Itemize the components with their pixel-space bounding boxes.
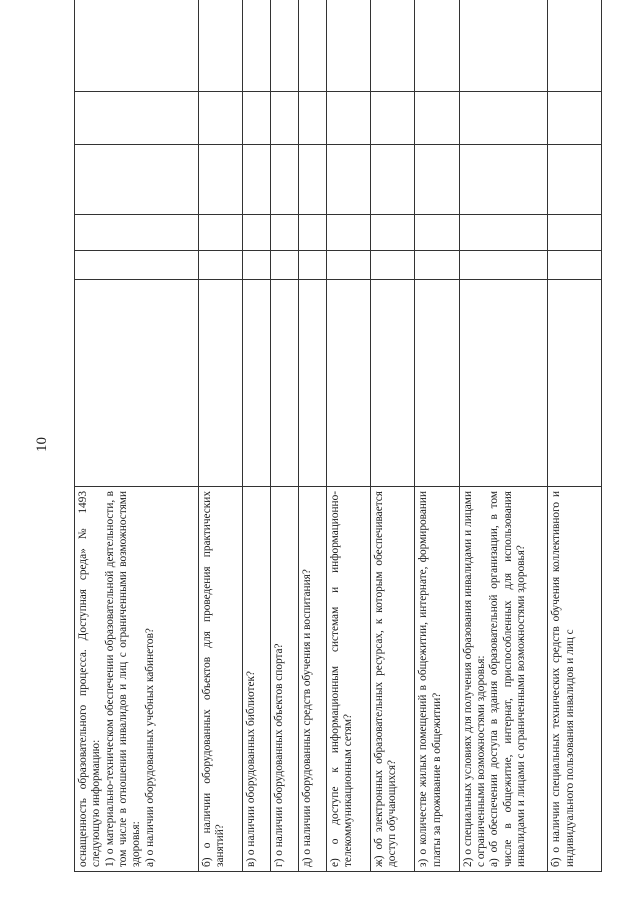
document-cell bbox=[459, 280, 548, 487]
answer-cell bbox=[198, 92, 242, 145]
table-row bbox=[326, 0, 370, 872]
document-cell bbox=[270, 280, 298, 487]
page-number: 10 bbox=[34, 437, 50, 452]
answer-cell bbox=[415, 0, 459, 92]
answer-cell bbox=[459, 215, 548, 251]
table-row bbox=[415, 0, 459, 872]
question-cell: д) о наличии оборудованных средств обучения и воспитания? bbox=[298, 487, 326, 872]
answer-cell bbox=[75, 251, 199, 280]
answer-cell bbox=[459, 0, 548, 92]
document-cell bbox=[242, 280, 270, 487]
answer-cell bbox=[548, 145, 602, 215]
answer-cell bbox=[242, 145, 270, 215]
answer-cell bbox=[415, 215, 459, 251]
answer-cell bbox=[548, 92, 602, 145]
answer-cell bbox=[270, 251, 298, 280]
question-cell: г) о наличии оборудованных объектов спорта? bbox=[270, 487, 298, 872]
answer-cell bbox=[371, 215, 415, 251]
answer-cell bbox=[459, 251, 548, 280]
answer-cell bbox=[459, 92, 548, 145]
checklist-table-wrapper bbox=[74, 62, 602, 872]
document-cell bbox=[371, 280, 415, 487]
answer-cell bbox=[75, 215, 199, 251]
answer-cell bbox=[326, 145, 370, 215]
answer-cell bbox=[371, 0, 415, 92]
answer-cell bbox=[298, 0, 326, 92]
question-cell: е) о доступе к информационным системам и информационно-телекоммуникационным сетям? bbox=[326, 487, 370, 872]
answer-cell bbox=[415, 251, 459, 280]
answer-cell bbox=[415, 92, 459, 145]
document-cell bbox=[198, 280, 242, 487]
answer-cell bbox=[242, 92, 270, 145]
answer-cell bbox=[198, 145, 242, 215]
question-cell: б) о наличии оборудованных объектов для проведения практических занятий? bbox=[198, 487, 242, 872]
answer-cell bbox=[326, 0, 370, 92]
answer-cell bbox=[198, 0, 242, 92]
answer-cell bbox=[298, 251, 326, 280]
document-cell bbox=[415, 280, 459, 487]
answer-cell bbox=[371, 145, 415, 215]
answer-cell bbox=[242, 251, 270, 280]
table-row bbox=[548, 0, 602, 872]
table-row bbox=[242, 0, 270, 872]
answer-cell bbox=[548, 215, 602, 251]
table-row bbox=[198, 0, 242, 872]
document-cell bbox=[326, 280, 370, 487]
answer-cell bbox=[298, 215, 326, 251]
answer-cell bbox=[242, 215, 270, 251]
answer-cell bbox=[326, 251, 370, 280]
question-cell: в) о наличии оборудованных библиотек? bbox=[242, 487, 270, 872]
answer-cell bbox=[75, 92, 199, 145]
table-row bbox=[75, 0, 199, 872]
answer-cell bbox=[198, 215, 242, 251]
answer-cell bbox=[371, 251, 415, 280]
table-row bbox=[459, 0, 548, 872]
question-cell: оснащенность образовательного процесса. Доступная среда» № 1493 следующую информацию: 1) о материально-техническом обеспечении образовательной деятельности, в том числе в отношении инвалидов и лиц с ограниченными возможностями здоровья: а) о наличии оборудованных учебных кабинетов? bbox=[75, 487, 199, 872]
answer-cell bbox=[298, 92, 326, 145]
document-cell bbox=[548, 280, 602, 487]
answer-cell bbox=[298, 145, 326, 215]
question-cell: ж) об электронных образовательных ресурсах, к которым обеспечивается доступ обучающихся? bbox=[371, 487, 415, 872]
answer-cell bbox=[326, 215, 370, 251]
answer-cell bbox=[270, 0, 298, 92]
document-cell bbox=[298, 280, 326, 487]
answer-cell bbox=[270, 145, 298, 215]
answer-cell bbox=[371, 92, 415, 145]
answer-cell bbox=[459, 145, 548, 215]
answer-cell bbox=[548, 251, 602, 280]
table-row bbox=[371, 0, 415, 872]
answer-cell bbox=[75, 0, 199, 92]
answer-cell bbox=[242, 0, 270, 92]
table-row bbox=[298, 0, 326, 872]
answer-cell bbox=[326, 92, 370, 145]
table-row bbox=[270, 0, 298, 872]
document-cell bbox=[75, 280, 199, 487]
checklist-table bbox=[74, 0, 602, 872]
answer-cell bbox=[270, 92, 298, 145]
question-cell: б) о наличии специальных технических средств обучения коллективного и индивидуального пользования инвалидов и лиц с bbox=[548, 487, 602, 872]
answer-cell bbox=[75, 145, 199, 215]
answer-cell bbox=[270, 215, 298, 251]
answer-cell bbox=[198, 251, 242, 280]
checklist-body bbox=[75, 0, 602, 872]
question-cell: з) о количестве жилых помещений в общежитии, интернате, формировании платы за проживание в общежитии? bbox=[415, 487, 459, 872]
answer-cell bbox=[415, 145, 459, 215]
question-cell: 2) о специальных условиях для получения образования инвалидами и лицами с ограниченными возможностями здоровья: а) об обеспечении доступа в здания образовательной организации, в том числе в общежитие, интернат, приспособленных для использования инвалидами и лицами с ограниченными возможностями здоровья? bbox=[459, 487, 548, 872]
answer-cell bbox=[548, 0, 602, 92]
